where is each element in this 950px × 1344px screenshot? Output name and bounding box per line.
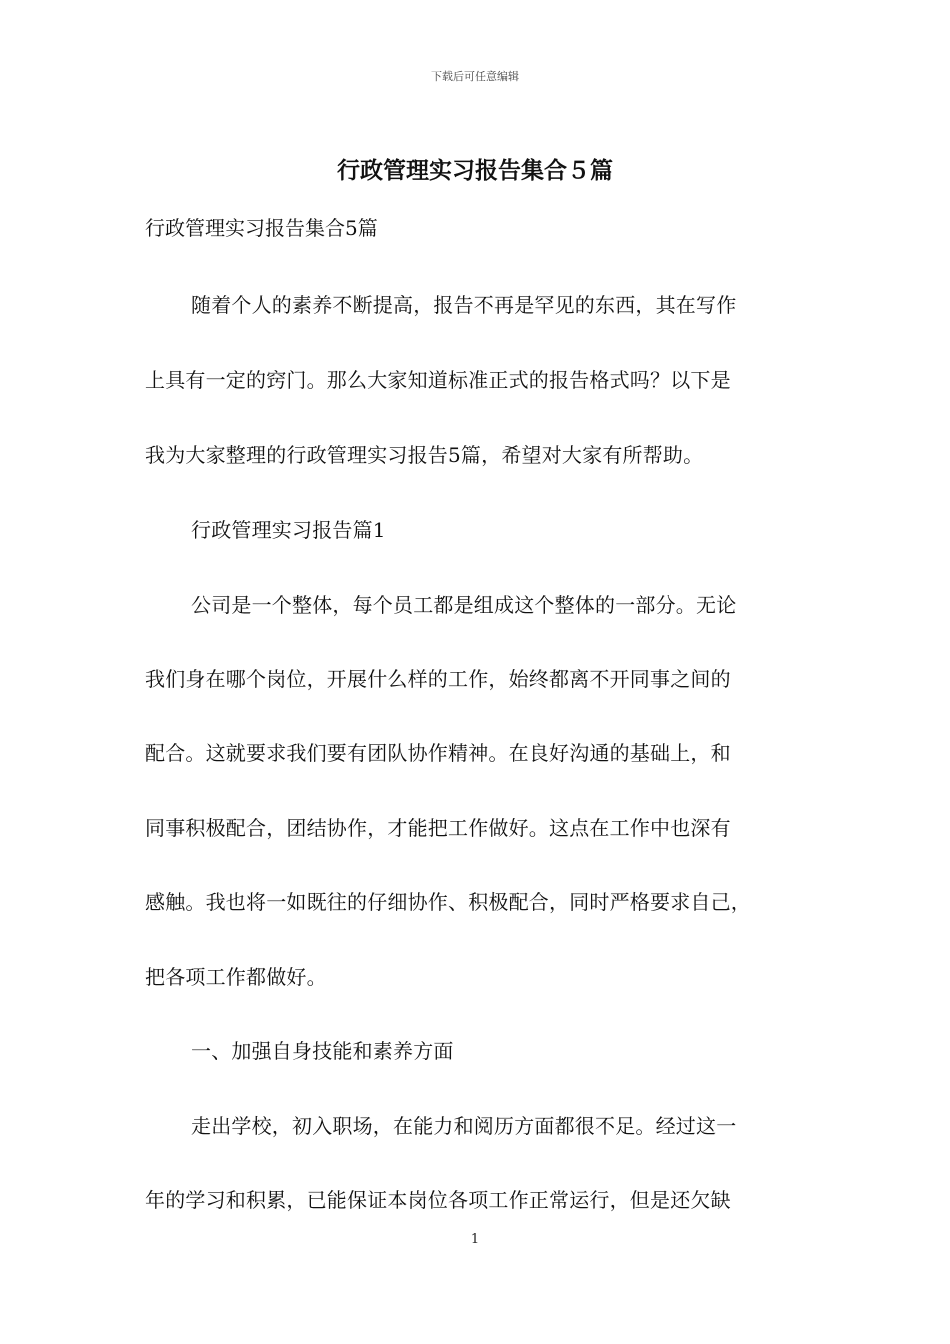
paragraph-line: 感触。我也将一如既往的仔细协作、积极配合，同时严格要求自己， — [145, 890, 751, 914]
paragraph-line: 公司是一个整体，每个员工都是组成这个整体的一部分。无论 — [191, 593, 737, 617]
paragraph-line: 我为大家整理的行政管理实习报告5篇，希望对大家有所帮助。 — [145, 443, 704, 467]
paragraph-line: 随着个人的素养不断提高，报告不再是罕见的东西，其在写作 — [191, 293, 737, 317]
header-note: 下载后可任意编辑 — [431, 70, 519, 83]
section-heading: 一、加强自身技能和素养方面 — [191, 1039, 454, 1063]
paragraph-line: 年的学习和积累，已能保证本岗位各项工作正常运行，但是还欠缺 — [145, 1188, 731, 1212]
document-title: 行政管理实习报告集合５篇 — [337, 158, 613, 184]
paragraph-line: 上具有一定的窍门。那么大家知道标准正式的报告格式吗？以下是 — [145, 368, 731, 392]
section-heading: 行政管理实习报告篇1 — [191, 518, 386, 542]
paragraph-line: 把各项工作都做好。 — [145, 965, 327, 989]
paragraph-line: 配合。这就要求我们要有团队协作精神。在良好沟通的基础上，和 — [145, 741, 731, 765]
paragraph-line: 我们身在哪个岗位，开展什么样的工作，始终都离不开同事之间的 — [145, 667, 731, 691]
paragraph-line: 走出学校，初入职场，在能力和阅历方面都很不足。经过这一 — [191, 1114, 737, 1138]
page-number: 1 — [470, 1232, 480, 1247]
document-subtitle: 行政管理实习报告集合5篇 — [145, 216, 378, 240]
paragraph-line: 同事积极配合，团结协作，才能把工作做好。这点在工作中也深有 — [145, 816, 731, 840]
